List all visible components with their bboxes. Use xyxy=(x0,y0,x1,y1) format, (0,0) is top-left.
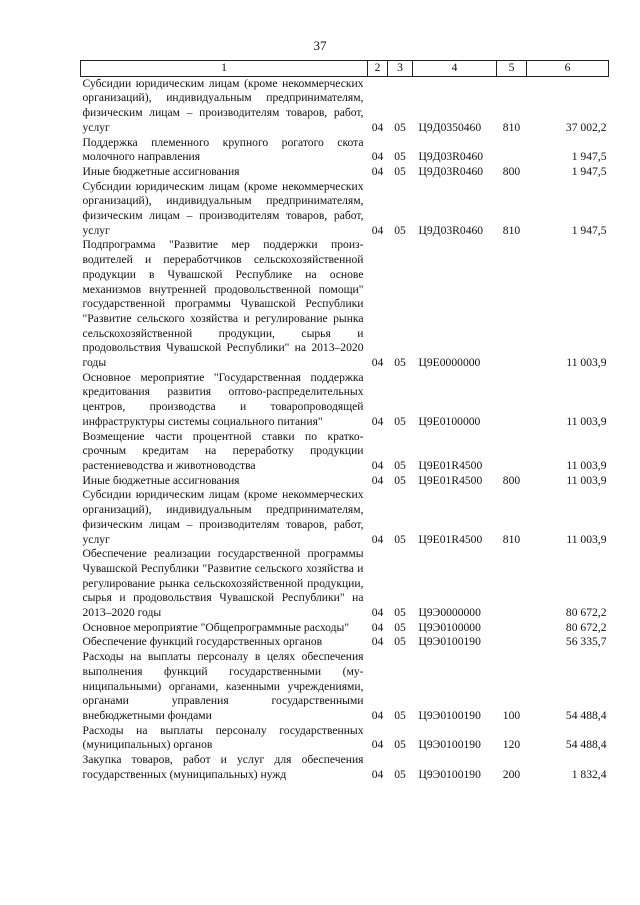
table-row xyxy=(81,547,609,621)
header-cell-name: 1 xyxy=(81,61,368,77)
row-section: 04 xyxy=(371,767,384,781)
row-amount: 54 488,4 xyxy=(565,738,607,752)
row-amount: 11 003,9 xyxy=(566,532,607,546)
table-row xyxy=(81,180,609,239)
table-row xyxy=(81,474,609,489)
header-cell-target-article: 4 xyxy=(413,61,497,77)
row-subsection: 05 xyxy=(394,738,406,752)
row-name: Основное мероприятие "Общепрограммные расходы" xyxy=(82,620,350,634)
header-cell-subsection: 3 xyxy=(388,61,413,77)
row-name: Расходы на выплаты персоналу государственных (муниципальных) органов xyxy=(82,723,364,752)
row-subsection: 05 xyxy=(394,120,406,134)
row-subsection: 05 xyxy=(394,532,406,546)
row-amount: 56 335,7 xyxy=(565,635,607,649)
row-section: 04 xyxy=(371,164,384,178)
table-body xyxy=(81,76,609,782)
row-name: Обеспечение реализации государственной программы Чувашской Республики "Развитие сельского хозяйства и регулирование рынка сельскохозяйственной продукции, сырья и продовольствия Чувашской Республики" на 2013–2020 годы xyxy=(82,547,364,620)
row-expense-type xyxy=(497,136,527,165)
row-name: Субсидии юридическим лицам (кроме некоммерческих организаций), индивидуальным предпринимателям, физическим лицам – производителям товаров, работ, услуг xyxy=(82,179,364,237)
table-row xyxy=(81,136,609,165)
row-expense-type: 200 xyxy=(502,767,521,781)
row-target-article: Ц9Е0000000 xyxy=(418,356,481,370)
row-amount: 80 672,2 xyxy=(565,606,607,620)
row-name: Субсидии юридическим лицам (кроме некоммерческих организаций), индивидуальным предпринимателям, физическим лицам – производителям товаров, работ, услуг xyxy=(82,488,364,546)
row-subsection: 05 xyxy=(394,150,406,164)
row-name: Иные бюджетные ассигнования xyxy=(82,473,240,487)
row-name: Закупка товаров, работ и услуг для обеспечения государственных (муниципальных) нужд xyxy=(82,753,364,781)
row-expense-type xyxy=(497,430,527,474)
row-expense-type xyxy=(497,238,527,370)
row-target-article: Ц9Э0100000 xyxy=(418,620,481,634)
row-target-article: Ц9Е01R4500 xyxy=(418,532,483,546)
table-row xyxy=(81,650,609,724)
row-subsection: 05 xyxy=(394,458,406,472)
row-expense-type xyxy=(497,621,527,636)
row-target-article: Ц9Е0100000 xyxy=(418,414,481,428)
row-name: Иные бюджетные ассигнования xyxy=(82,164,240,178)
row-target-article: Ц9Д0350460 xyxy=(418,120,482,134)
row-expense-type: 810 xyxy=(502,532,521,546)
row-expense-type: 810 xyxy=(502,120,521,134)
row-expense-type: 100 xyxy=(502,708,521,722)
row-section: 04 xyxy=(371,635,384,649)
row-amount: 80 672,2 xyxy=(565,620,607,634)
row-subsection: 05 xyxy=(394,164,406,178)
row-name: Обеспечение функций государственных органов xyxy=(82,635,323,649)
row-subsection: 05 xyxy=(394,767,406,781)
table-row xyxy=(81,430,609,474)
row-subsection: 05 xyxy=(394,356,406,370)
row-amount: 11 003,9 xyxy=(566,356,607,370)
row-subsection: 05 xyxy=(394,414,406,428)
row-section: 04 xyxy=(371,708,384,722)
budget-table xyxy=(80,60,609,782)
table-row xyxy=(81,621,609,636)
row-expense-type xyxy=(497,635,527,650)
row-target-article: Ц9Д03R0460 xyxy=(418,164,484,178)
row-expense-type: 800 xyxy=(502,473,521,487)
row-subsection: 05 xyxy=(394,635,406,649)
row-target-article: Ц9Д03R0460 xyxy=(418,150,484,164)
row-amount: 1 947,5 xyxy=(571,223,607,237)
row-section: 04 xyxy=(371,620,384,634)
header-row xyxy=(81,61,609,77)
row-name: Возмещение части процентной ставки по краткосрочным кредитам на переработку продукции растениеводства и животноводства xyxy=(82,429,364,472)
row-section: 04 xyxy=(371,473,384,487)
row-section: 04 xyxy=(371,356,384,370)
row-subsection: 05 xyxy=(394,620,406,634)
row-amount: 11 003,9 xyxy=(566,473,607,487)
row-section: 04 xyxy=(371,223,384,237)
row-name: Расходы на выплаты персоналу в целях обеспечения выполнения функций государственными (муниципальными) органами, казенными учреждениями, органами управления государственными внебюджетными фондами xyxy=(82,650,364,722)
table-row xyxy=(81,753,609,782)
row-subsection: 05 xyxy=(394,708,406,722)
row-target-article: Ц9Э0000000 xyxy=(418,606,481,620)
table-row xyxy=(81,635,609,650)
header-cell-amount: 6 xyxy=(527,61,609,77)
table-row xyxy=(81,165,609,180)
row-expense-type xyxy=(497,371,527,430)
row-amount: 1 947,5 xyxy=(571,164,607,178)
table-row xyxy=(81,238,609,370)
row-target-article: Ц9Э0100190 xyxy=(418,708,481,722)
row-target-article: Ц9Д03R0460 xyxy=(418,223,484,237)
table-row xyxy=(81,371,609,430)
row-section: 04 xyxy=(371,532,384,546)
row-section: 04 xyxy=(371,150,384,164)
table-row xyxy=(81,488,609,547)
table-row xyxy=(81,76,609,135)
header-cell-section: 2 xyxy=(368,61,388,77)
row-target-article: Ц9Э0100190 xyxy=(418,635,481,649)
row-amount: 54 488,4 xyxy=(565,708,607,722)
header-cell-expense-type: 5 xyxy=(497,61,527,77)
table-header xyxy=(81,61,609,77)
row-target-article: Ц9Э0100190 xyxy=(418,767,481,781)
row-amount: 11 003,9 xyxy=(566,458,607,472)
row-subsection: 05 xyxy=(394,223,406,237)
row-expense-type: 810 xyxy=(502,223,521,237)
row-expense-type: 120 xyxy=(502,738,521,752)
row-target-article: Ц9Е01R4500 xyxy=(418,473,483,487)
row-name: Подпрограмма "Развитие мер поддержки производителей и переработчиков сельскохозяйственной продукции в Чувашской Республике на основе механизмов внутренней продовольственной помощи" государственной программы Чувашской Республики "Развитие сельского хозяйства и регулирование рынка сельскохозяйственной продукции, сырья и продовольствия Чувашской Республики" на 2013–2020 годы xyxy=(82,238,364,370)
row-name: Субсидии юридическим лицам (кроме некоммерческих организаций), индивидуальным предпринимателям, физическим лицам – производителям товаров, работ, услуг xyxy=(82,76,364,134)
row-name: Поддержка племенного крупного рогатого скота молочного направления xyxy=(82,135,364,164)
row-section: 04 xyxy=(371,414,384,428)
row-section: 04 xyxy=(371,458,384,472)
row-name: Основное мероприятие "Государственная поддержка кредитования развития оптово-распределительных центров, производства и товаропроводящей инфраструктуры системы социального питания" xyxy=(82,370,364,428)
row-section: 04 xyxy=(371,120,384,134)
row-subsection: 05 xyxy=(394,473,406,487)
row-amount: 37 002,2 xyxy=(565,120,607,134)
row-section: 04 xyxy=(371,738,384,752)
row-amount: 11 003,9 xyxy=(566,414,607,428)
row-amount: 1 947,5 xyxy=(571,150,607,164)
row-expense-type xyxy=(497,547,527,621)
page-number: 37 xyxy=(313,38,327,53)
row-expense-type: 800 xyxy=(502,164,521,178)
table-row xyxy=(81,724,609,753)
row-amount: 1 832,4 xyxy=(571,767,607,781)
row-target-article: Ц9Э0100190 xyxy=(418,738,481,752)
row-section: 04 xyxy=(371,606,384,620)
row-subsection: 05 xyxy=(394,606,406,620)
row-target-article: Ц9Е01R4500 xyxy=(418,458,483,472)
